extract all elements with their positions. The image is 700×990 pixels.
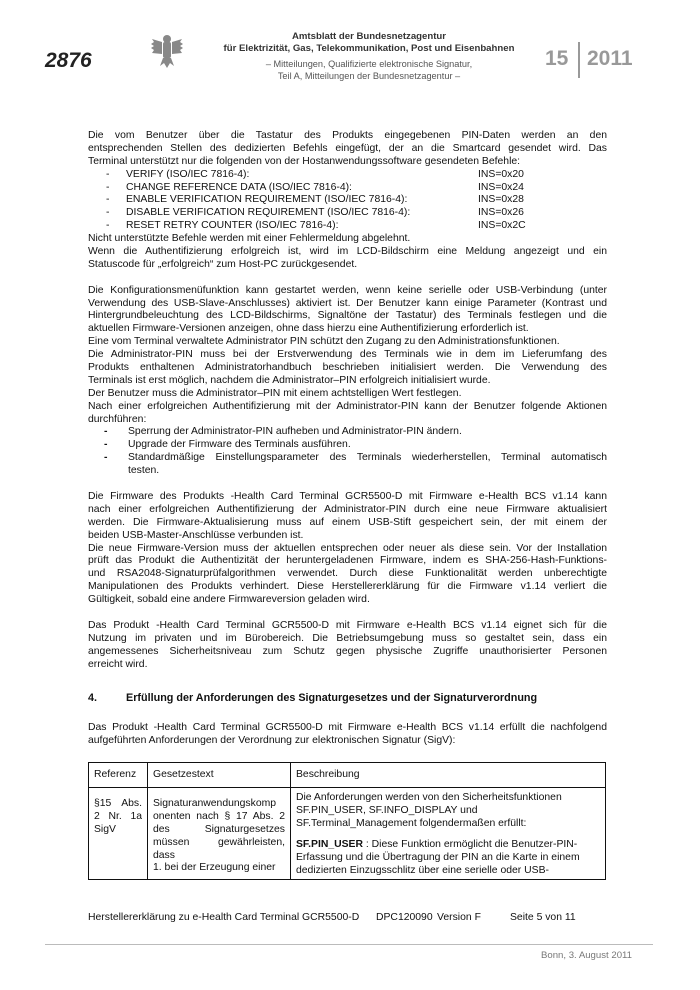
body-line: Nach einer erfolgreichen Authentifizierung mit der Administrator-PIN kann der Benutzer folgende Aktionen — [88, 400, 607, 412]
footer-doc-id: DPC120090 — [376, 912, 433, 923]
gazette-section-line1: – Mitteilungen, Qualifizierte elektronische Signatur, — [265, 59, 473, 69]
table-header-row — [89, 763, 606, 788]
action-item: - Upgrade der Firmware des Terminals ausführen. — [104, 439, 351, 451]
footer-page-info: Seite 5 von 11 — [510, 912, 576, 923]
section-heading — [88, 692, 537, 704]
footer-version: Version F — [437, 912, 481, 923]
body-line: angemessenes Sicherheitsniveau zum Schutz gegen physische Zugriffe unauthorisierter Personen — [88, 645, 607, 657]
footer-doc-title: Herstellererklärung zu e-Health Card Terminal GCR5500-D — [88, 912, 360, 923]
body-line: Hintergrundbeleuchtung des LCD-Bildschirms, Signaltöne der Tastatur) des Terminals festlegen und die — [88, 310, 607, 322]
body-line: nach einer erfolgreichen Authentifizierung der Administrator-PIN durch eine neue Firmware aktualisiert — [88, 503, 607, 515]
page-number: 2876 — [45, 49, 92, 72]
gazette-subtitle: für Elektrizität, Gas, Telekommunikation, Post und Eisenbahnen — [223, 43, 515, 54]
requirements-table — [88, 762, 606, 880]
table-header-cell: Gesetzestext — [148, 763, 291, 788]
body-line: beiden USB-Master-Anschlüsse verbunden ist. — [88, 529, 304, 541]
gazette-section-line2: Teil A, Mitteilungen der Bundesnetzagentur – — [277, 70, 461, 81]
body-line: Die neue Firmware-Version muss der aktuellen entsprechen oder neuer als diese sein. Vor der Installation — [88, 542, 607, 554]
body-line: Verwendung des USB-Slave-Anschlusses) aktiviert ist. Der Benutzer kann einige Parameter (Kontrast und — [88, 297, 607, 309]
body-line: Die Administrator-PIN muss bei der Erstverwendung des Terminals wie in dem im Lieferumfang des — [88, 349, 607, 361]
table-row — [89, 788, 606, 880]
command-item: - RESET RETRY COUNTER (ISO/IEC 7816-4): INS=0x2C — [106, 220, 526, 232]
body-line: Terminals ist erst möglich, nachdem die Administrator–PIN erfolgreich initialisiert wurde. — [88, 374, 491, 386]
body-line: aufgeführten Anforderungen der Verordnung zur elektronischen Signatur (SigV): — [88, 734, 456, 746]
action-item-continuation: testen. — [128, 465, 160, 477]
body-line: erreicht wird. — [88, 658, 148, 670]
action-item: - Standardmäßige Einstellungsparameter des Terminals wiederherstellen, Terminal automatisch — [104, 452, 607, 464]
body-line: prüft das Produkt die Authentizität der heruntergeladenen Firmware, indem es SHA-256-Hash-Funktions- — [88, 555, 607, 567]
function-name: SF.PIN_USER — [296, 838, 363, 850]
body-line: und RSA2048-Signaturprüfalgorithmen verwendet. Durch diese Funktionalität werden unberechtigte — [88, 568, 607, 580]
body-line: Manipulationen des Produkts verhindert. Diese Herstellererklärung für die Firmware v1.14 verliert die — [88, 581, 607, 593]
body-line: Die vom Benutzer über die Tastatur des Produkts eingegebenen PIN-Daten werden an den — [88, 130, 607, 141]
issue-year: 2011 — [587, 47, 633, 70]
law-text-cell: Signaturanwendungskomp onenten nach § 17 Abs. 2 des Signaturgesetzes müssen gewährleisten, dass 1. bei der Erzeugung einer — [148, 788, 291, 880]
document-body — [88, 130, 607, 671]
command-item: - VERIFY (ISO/IEC 7816-4): INS=0x20 — [106, 168, 524, 180]
action-item: - Sperrung der Administrator-PIN aufheben und Administrator-PIN ändern. — [104, 426, 462, 438]
command-item: - ENABLE VERIFICATION REQUIREMENT (ISO/IEC 7816-4): INS=0x28 — [106, 194, 524, 206]
body-line: Terminal unterstützt nur die folgenden von der Hostanwendungssoftware gesendeten Befehle: — [88, 155, 521, 167]
description-cell: Die Anforderungen werden von den Sicherheitsfunktionen SF.PIN_USER, SF.INFO_DISPLAY und SF.Terminal_Management folgendermaßen erfüllt: SF.PIN_USER : Diese Funktion ermöglicht die Benutzer-PIN- Erfassung und die Übertragung der PIN an die Karte in einem dedizierten Einzugsschlitz über eine serielle oder USB- — [291, 788, 606, 880]
footer-rule — [45, 944, 653, 945]
federal-eagle-icon — [150, 30, 184, 70]
command-item: - DISABLE VERIFICATION REQUIREMENT (ISO/IEC 7816-4): INS=0x26 — [106, 207, 524, 219]
table-header-cell: Beschreibung — [291, 763, 606, 788]
body-line: Produkts enthaltenen Administratorhandbuch beschrieben initialisiert werden. Die Verwendung des — [88, 362, 607, 374]
gazette-title: Amtsblatt der Bundesnetzagentur — [291, 31, 447, 42]
issue-separator — [578, 42, 580, 78]
reference-cell: §15 Abs. 2 Nr. 1a SigV — [89, 788, 148, 880]
body-line: Das Produkt -Health Card Terminal GCR5500-D mit Firmware e-Health BCS v1.14 eignet sich für die — [88, 619, 607, 631]
body-line: Statuscode für „erfolgreich“ zum Host-PC zurückgesendet. — [88, 258, 358, 270]
body-line: Der Benutzer muss die Administrator–PIN mit einem achtstelligen Wert festlegen. — [88, 387, 462, 399]
body-line: Nutzung im privaten und im Bürobereich. Die Betriebsumgebung muss so gestaltet sein, dass ein — [88, 632, 607, 644]
section-number: 4. — [88, 692, 98, 704]
section-title: Erfüllung der Anforderungen des Signaturgesetzes und der Signaturverordnung — [126, 692, 538, 704]
body-line: Gültigkeit, sobald eine andere Firmwareversion geladen wird. — [88, 594, 370, 606]
command-item: - CHANGE REFERENCE DATA (ISO/IEC 7816-4): INS=0x24 — [106, 181, 524, 193]
body-line: entsprechenden Stellen des dedizierten Befehls eingefügt, der an die Smartcard gesendet wird. Das — [88, 142, 607, 154]
body-line: Die Konfigurationsmenüfunktion kann gestartet werden, wenn keine serielle oder USB-Verbindung (unter — [88, 284, 607, 296]
body-line: Eine vom Terminal verwaltete Administrator PIN schützt den Zugang zu den Administrationsfunktionen. — [88, 336, 560, 348]
body-line: werden. Die Firmware-Aktualisierung muss auf einem USB-Stift gespeichert sein, der mit einem der — [88, 516, 607, 528]
body-line: Nicht unterstützte Befehle werden mit einer Fehlermeldung abgelehnt. — [88, 233, 411, 245]
body-line: aktuellen Firmware-Versionen anzeigen, ohne dass hierzu eine Authentifizierung erforderlich ist. — [88, 323, 529, 335]
body-line: Die Firmware des Produkts -Health Card Terminal GCR5500-D mit Firmware e-Health BCS v1.14 kann — [88, 490, 607, 502]
table-header-cell: Referenz — [89, 763, 148, 788]
body-line: Das Produkt -Health Card Terminal GCR5500-D mit Firmware e-Health BCS v1.14 erfüllt die nachfolgend — [88, 722, 607, 733]
section-intro — [88, 722, 607, 748]
publication-date: Bonn, 3. August 2011 — [540, 950, 632, 961]
issue-number: 15 — [545, 47, 569, 70]
body-line: Wenn die Authentifizierung erfolgreich ist, wird im LCD-Bildschirm eine Meldung angezeigt und ein — [88, 246, 607, 258]
body-line: durchführen: — [88, 413, 147, 425]
